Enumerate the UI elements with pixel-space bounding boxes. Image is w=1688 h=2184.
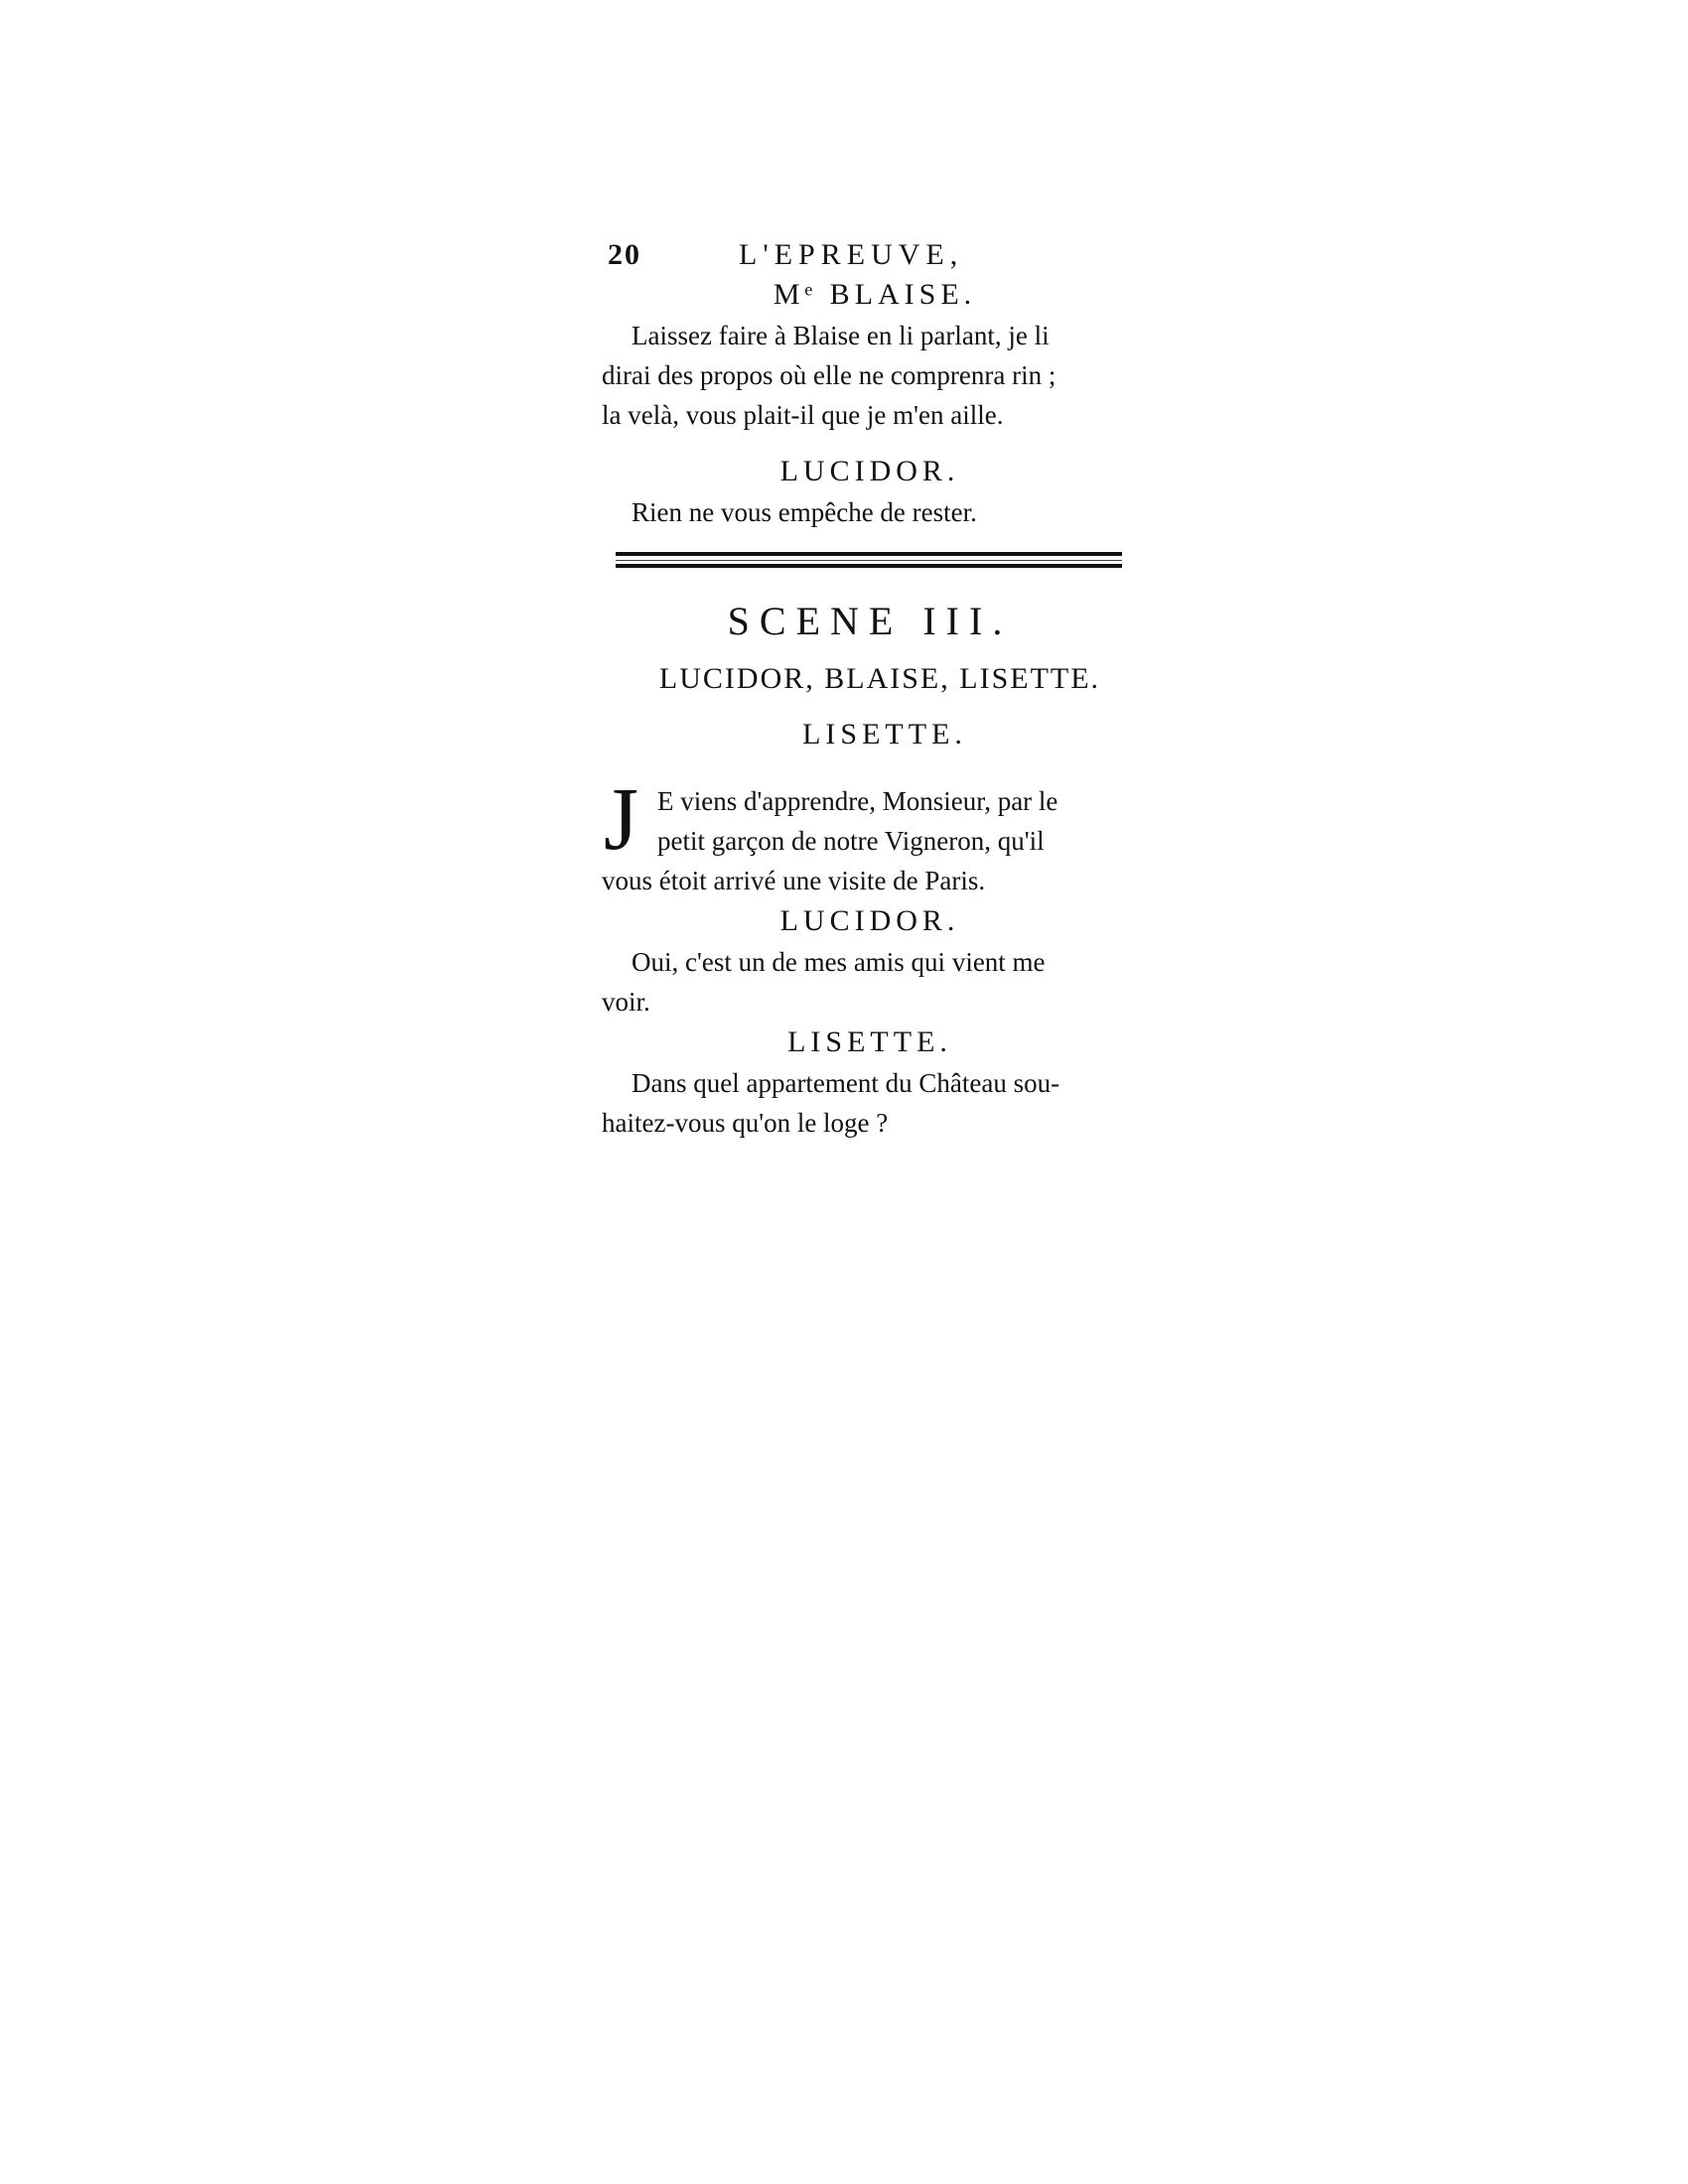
dialogue-paragraph <box>602 770 1138 869</box>
book-page <box>602 226 1138 1143</box>
section-divider <box>616 552 1122 568</box>
speaker-name: LISETTE. <box>802 718 967 751</box>
speaker-name: LISETTE. <box>787 1025 952 1058</box>
running-title: L'EPREUVE, <box>739 238 964 271</box>
dialogue-line: Laissez faire à Blaise en li parlant, je li <box>632 321 1050 350</box>
scene-cast: LUCIDOR, BLAISE, LISETTE. <box>658 662 1101 695</box>
dialogue-line: haitez-vous qu'on le loge ? <box>602 1108 889 1138</box>
dialogue-line: dirai des propos où elle ne comprenra rin ; <box>602 360 1056 390</box>
dialogue-line: petit garçon de notre Vigneron, qu'il <box>657 826 1045 856</box>
dialogue-line: la velà, vous plait-il que je m'en aille. <box>602 400 1004 430</box>
page-header <box>602 226 1138 274</box>
dialogue-line: voir. <box>602 987 650 1017</box>
dialogue-line: Dans quel appartement du Château sou- <box>632 1068 1060 1098</box>
page-number: 20 <box>608 238 641 271</box>
speaker-name: LUCIDOR. <box>779 455 960 487</box>
dialogue-line: Rien ne vous empêche de rester. <box>632 497 977 527</box>
scene-heading: SCENE III. <box>727 599 1013 643</box>
speaker-name: LUCIDOR. <box>779 904 960 937</box>
dialogue-line: Oui, c'est un de mes amis qui vient me <box>632 947 1046 977</box>
speaker-name: Mᵉ BLAISE. <box>773 278 977 311</box>
drop-cap: J <box>604 770 639 869</box>
dialogue-line: E viens d'apprendre, Monsieur, par le <box>657 786 1058 816</box>
dialogue-line: vous étoit arrivé une visite de Paris. <box>602 866 986 895</box>
